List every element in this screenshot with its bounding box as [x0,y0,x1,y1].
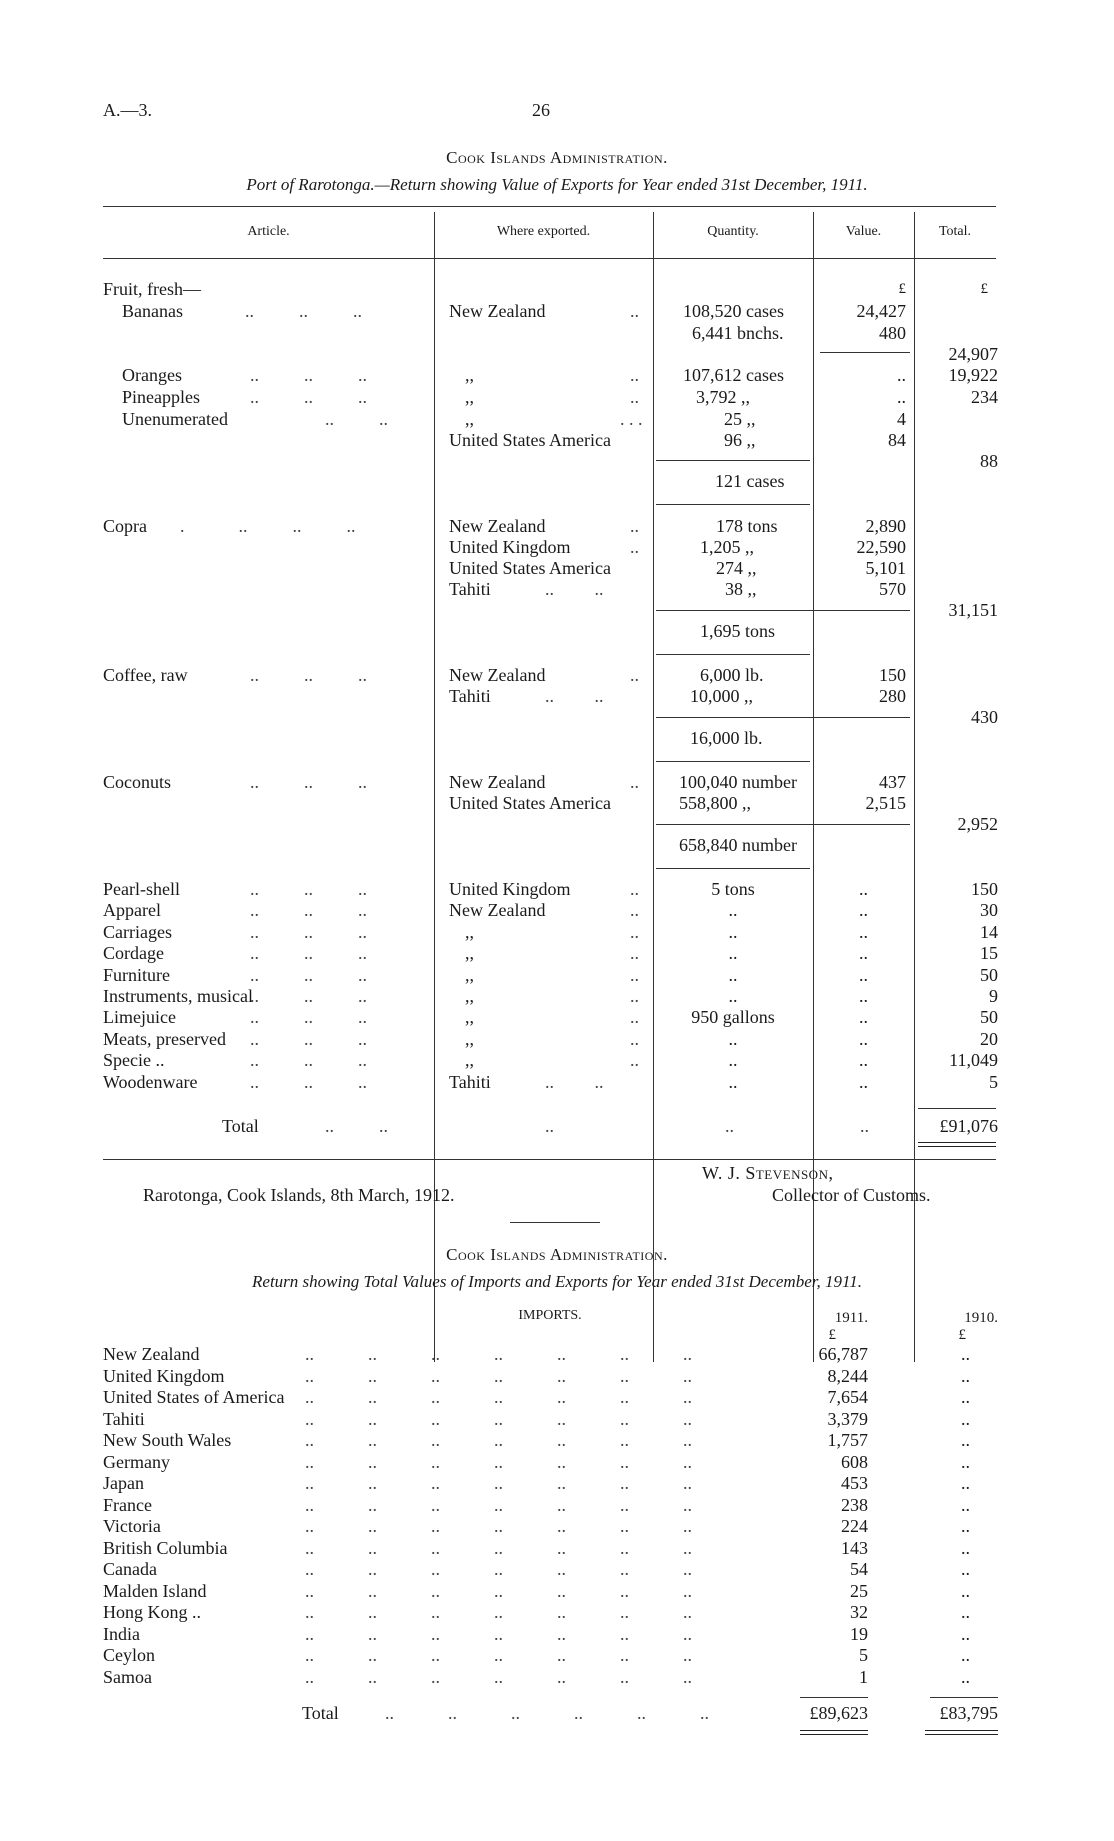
import-value-1911: 143 [841,1538,868,1558]
article-coffee-raw: Coffee, raw [103,665,188,685]
misc-total: 150 [971,879,998,899]
misc-destination: ,, [465,922,474,942]
misc-article: Pearl-shell [103,879,180,899]
misc-destination: United Kingdom [449,879,571,899]
import-country: United Kingdom [103,1366,225,1386]
misc-total: 50 [980,965,998,985]
dest-oranges: ,, [465,365,474,385]
dest-copra-4: Tahiti [449,579,491,599]
import-value-1911: 1 [859,1667,868,1687]
import-value-1911: 453 [841,1473,868,1493]
value-coconuts-2: 2,515 [865,793,906,813]
misc-destination: ,, [465,965,474,985]
import-value-1910: .. [961,1366,970,1386]
value-unenumerated-2: 84 [888,430,906,450]
total-copra: 31,151 [948,600,998,620]
total-pineapples: 234 [971,387,998,407]
value-coffee-2: 280 [879,686,906,706]
qty-bananas-bunches: 6,441 bnchs. [692,323,784,343]
misc-quantity: .. [728,1029,738,1049]
total-pound-sign: £ [980,281,988,297]
import-value-1910: .. [961,1473,970,1493]
import-value-1910: .. [961,1559,970,1579]
misc-value: .. [859,1007,868,1027]
qty-total-copra: 1,695 tons [700,621,776,641]
import-country: Germany [103,1452,170,1472]
value-bananas-1: 24,427 [856,301,906,321]
place-date: Rarotonga, Cook Islands, 8th March, 1912. [143,1185,455,1205]
total-oranges: 19,922 [948,365,998,385]
misc-destination: ,, [465,943,474,963]
exports-admin-title: Cook Islands Administration. [446,148,668,167]
value-unenumerated-1: 4 [897,409,906,429]
import-value-1911: 32 [850,1602,868,1622]
qty-copra-1: 178 tons [716,516,778,536]
dest-coconuts-1: New Zealand [449,772,546,792]
article-oranges: Oranges [122,365,182,385]
qty-copra-4: 38 ,, [725,579,757,599]
import-value-1911: 66,787 [818,1344,868,1364]
header-quantity: Quantity. [707,224,759,239]
import-value-1911: 25 [850,1581,868,1601]
import-value-1910: .. [961,1430,970,1450]
misc-article: Instruments, musical [103,986,253,1006]
total-bananas: 24,907 [948,344,998,364]
article-coconuts: Coconuts [103,772,172,792]
imports-admin-title: Cook Islands Administration. [446,1245,668,1264]
year-1910: 1910. [964,1310,998,1326]
misc-destination: New Zealand [449,900,546,920]
import-value-1910: .. [961,1516,970,1536]
misc-article: Apparel [103,900,161,920]
misc-destination: ,, [465,1007,474,1027]
misc-value: .. [859,922,868,942]
value-pineapples: .. [897,387,906,407]
import-country: Victoria [103,1516,161,1536]
import-value-1911: 54 [850,1559,868,1579]
signatory-role: Collector of Customs. [772,1185,931,1205]
value-oranges: .. [897,365,906,385]
exports-return-title: Port of Rarotonga.—Return showing Value of Exports for Year ended 31st December, 1911. [246,175,868,194]
misc-article: Furniture [103,965,170,985]
import-country: Samoa [103,1667,152,1687]
import-country: British Columbia [103,1538,228,1558]
import-value-1910: .. [961,1581,970,1601]
misc-total: 20 [980,1029,998,1049]
import-country: Ceylon [103,1645,155,1665]
misc-quantity: .. [728,943,738,963]
misc-article: Limejuice [103,1007,176,1027]
import-value-1911: 19 [850,1624,868,1644]
import-value-1911: 3,379 [827,1409,868,1429]
misc-quantity: .. [728,986,738,1006]
qty-total-unenumerated: 121 cases [715,471,785,491]
import-value-1911: 1,757 [827,1430,868,1450]
qty-bananas-cases: 108,520 cases [683,301,784,321]
import-value-1911: 608 [841,1452,868,1472]
misc-destination: Tahiti [449,1072,491,1092]
qty-total-coffee: 16,000 lb. [690,728,763,748]
misc-total: 50 [980,1007,998,1027]
value-copra-1: 2,890 [865,516,906,536]
imports-total-1911: £89,623 [809,1703,868,1723]
misc-destination: ,, [465,986,474,1006]
article-copra: Copra [103,516,147,536]
qty-pineapples: 3,792 ,, [696,387,750,407]
qty-unenumerated-1: 25 ,, [724,409,756,429]
misc-total: 5 [989,1072,998,1092]
imports-section-heading: IMPORTS. [518,1308,582,1323]
qty-coffee-2: 10,000 ,, [690,686,753,706]
dest-coffee-2: Tahiti [449,686,491,706]
import-value-1910: .. [961,1452,970,1472]
total-unenumerated: 88 [980,451,998,471]
misc-destination: ,, [465,1050,474,1070]
article-unenumerated: Unenumerated [122,409,228,429]
qty-total-coconuts: 658,840 number [679,835,797,855]
dest-unenumerated-1: ,, [465,409,474,429]
import-value-1910: .. [961,1538,970,1558]
exports-grand-total: £91,076 [939,1116,998,1136]
value-pound-sign: £ [898,281,906,297]
import-country: Canada [103,1559,157,1579]
header-total: Total. [938,224,972,239]
import-country: France [103,1495,152,1515]
import-value-1910: .. [961,1387,970,1407]
misc-quantity: 5 tons [711,879,755,899]
qty-coconuts-1: 100,040 number [679,772,797,792]
misc-total: 11,049 [949,1050,998,1070]
misc-value: .. [859,1050,868,1070]
misc-destination: ,, [465,1029,474,1049]
imports-return-title: Return showing Total Values of Imports and Exports for Year ended 31st December, 1911. [252,1272,862,1291]
signatory-name: W. J. Stevenson, [702,1163,834,1183]
qty-copra-2: 1,205 ,, [700,537,754,557]
exports-total-label: Total [222,1116,259,1136]
misc-value: .. [859,943,868,963]
import-value-1911: 5 [859,1645,868,1665]
import-country: New Zealand [103,1344,200,1364]
misc-total: 14 [980,922,998,942]
misc-quantity: .. [728,1050,738,1070]
dest-unenumerated-2: United States America [449,430,611,450]
import-country: Malden Island [103,1581,207,1601]
misc-value: .. [859,965,868,985]
misc-quantity: .. [728,922,738,942]
value-coffee-1: 150 [879,665,906,685]
dest-coffee-1: New Zealand [449,665,546,685]
imports-total-1910: £83,795 [939,1703,998,1723]
dest-copra-2: United Kingdom [449,537,571,557]
misc-article: Woodenware [103,1072,198,1092]
dest-pineapples: ,, [465,387,474,407]
pound-1910: £ [958,1327,966,1343]
pound-1911: £ [828,1327,836,1343]
article-bananas: Bananas [122,301,183,321]
import-value-1910: .. [961,1645,970,1665]
misc-quantity: .. [728,1072,738,1092]
misc-quantity: .. [728,965,738,985]
qty-oranges: 107,612 cases [683,365,784,385]
total-coconuts: 2,952 [957,814,998,834]
qty-coconuts-2: 558,800 ,, [679,793,751,813]
import-country: United States of America [103,1387,285,1407]
import-country: New South Wales [103,1430,232,1450]
misc-quantity: 950 gallons [691,1007,775,1027]
misc-article: Carriages [103,922,172,942]
value-copra-2: 22,590 [856,537,906,557]
import-country: Hong Kong .. [103,1602,201,1622]
dest-coconuts-2: United States America [449,793,611,813]
misc-quantity: .. [728,900,738,920]
import-country: Japan [103,1473,144,1493]
import-value-1910: .. [961,1495,970,1515]
header-value: Value. [845,224,882,239]
qty-copra-3: 274 ,, [716,558,757,578]
imports-total-label: Total [302,1703,339,1723]
misc-total: 30 [980,900,998,920]
misc-value: .. [859,986,868,1006]
value-copra-4: 570 [879,579,906,599]
total-coffee: 430 [971,707,998,727]
import-value-1911: 238 [841,1495,868,1515]
dest-copra-1: New Zealand [449,516,546,536]
value-copra-3: 5,101 [865,558,906,578]
qty-coffee-1: 6,000 lb. [700,665,764,685]
import-value-1911: 8,244 [827,1366,868,1386]
import-value-1911: 7,654 [827,1387,868,1407]
misc-value: .. [859,900,868,920]
misc-total: 9 [989,986,998,1006]
header-where-exported: Where exported. [496,224,591,239]
header-article: Article. [247,224,290,239]
import-value-1910: .. [961,1344,970,1364]
import-value-1910: .. [961,1602,970,1622]
article-pineapples: Pineapples [122,387,200,407]
misc-article: Cordage [103,943,164,963]
misc-article: Meats, preserved [103,1029,226,1049]
article-fruit-fresh: Fruit, fresh— [103,279,201,299]
document-reference: A.—3. [103,100,152,120]
value-bananas-2: 480 [879,323,906,343]
misc-total: 15 [980,943,998,963]
import-value-1910: .. [961,1667,970,1687]
value-coconuts-1: 437 [879,772,906,792]
misc-value: .. [859,1072,868,1092]
import-country: Tahiti [103,1409,145,1429]
year-1911: 1911. [834,1310,868,1326]
misc-value: .. [859,879,868,899]
dest-bananas: New Zealand [449,301,546,321]
qty-unenumerated-2: 96 ,, [724,430,756,450]
dest-copra-3: United States America [449,558,611,578]
misc-article: Specie .. [103,1050,165,1070]
import-value-1911: 224 [841,1516,868,1536]
import-country: India [103,1624,140,1644]
page-number: 26 [532,100,550,120]
misc-value: .. [859,1029,868,1049]
import-value-1910: .. [961,1409,970,1429]
import-value-1910: .. [961,1624,970,1644]
